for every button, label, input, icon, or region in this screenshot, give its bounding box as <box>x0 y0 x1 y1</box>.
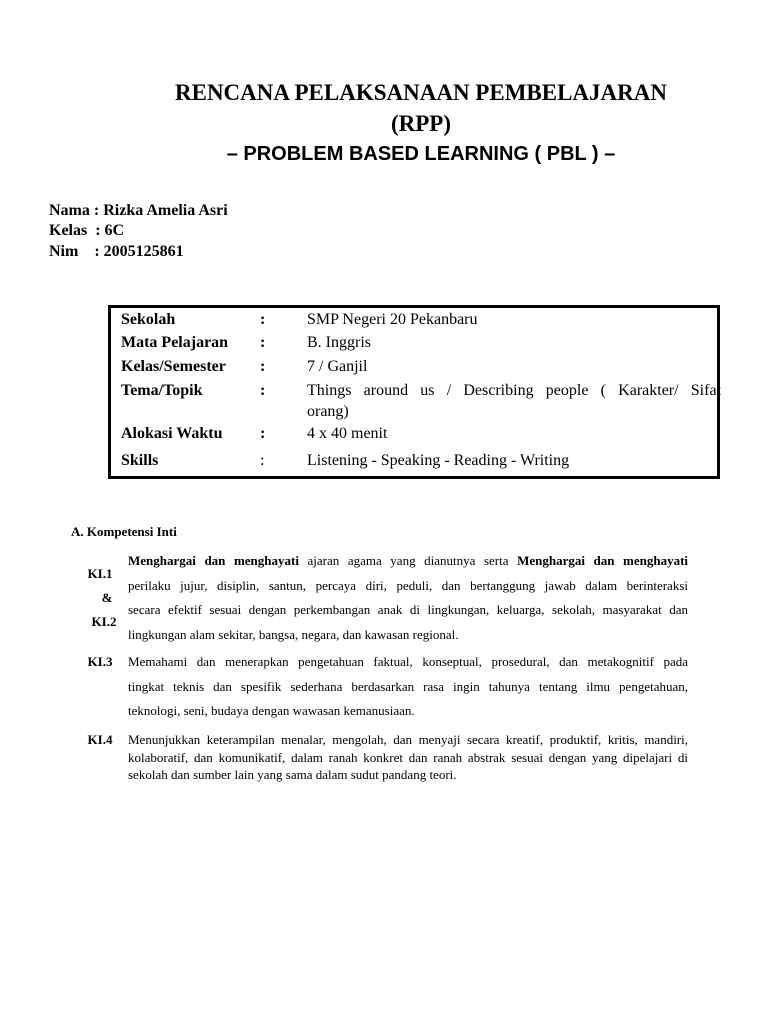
ki12-bold-phrase: Menghargai dan menghayati <box>128 553 299 568</box>
ki-code: KI.1 <box>87 566 113 581</box>
document-title: RENCANA PELAKSANAAN PEMBELAJARAN <box>175 80 667 105</box>
student-name: Nama : Rizka Amelia Asri <box>49 202 228 219</box>
info-value-line: Things around us / Describing people ( Karakter/ Sifat <box>307 382 721 399</box>
ki4-line: Menunjukkan keterampilan menalar, mengolah, dan menyaji secara kreatif, produktif, kritis, mandiri, <box>128 732 688 747</box>
info-value: Listening - Speaking - Reading - Writing <box>307 452 570 469</box>
ki12-mid-text: ajaran agama yang dianutnya serta <box>298 553 518 568</box>
ki12-text <box>128 549 688 647</box>
info-colon: : <box>260 382 266 399</box>
info-value: SMP Negeri 20 Pekanbaru <box>307 311 478 328</box>
section-heading-kompetensi-inti: A. Kompetensi Inti <box>71 524 177 539</box>
ki12-line: lingkungan alam sekitar, bangsa, negara, dan kawasan regional. <box>128 626 459 642</box>
student-nim: Nim : 2005125861 <box>49 243 184 260</box>
ki-code: KI.3 <box>87 654 113 669</box>
info-value <box>307 380 721 422</box>
info-colon: : <box>260 425 266 442</box>
ki12-line: secara efektif sesuai dengan perkembangan anak di lingkungan, keluarga, sekolah, masyarakat dan <box>128 602 688 617</box>
info-value: 7 / Ganjil <box>307 358 368 375</box>
info-label: Tema/Topik <box>121 382 203 399</box>
info-value-line: orang) <box>307 403 349 420</box>
document-subtitle: – PROBLEM BASED LEARNING ( PBL ) – <box>226 143 616 165</box>
ki-code: KI.2 <box>91 614 117 629</box>
ki3-text <box>128 650 688 724</box>
ki-code: KI.4 <box>87 732 113 747</box>
lesson-info-table <box>108 305 720 479</box>
info-value: B. Inggris <box>307 334 371 351</box>
ki12-first-line <box>128 549 688 574</box>
info-colon: : <box>260 452 265 469</box>
info-label: Kelas/Semester <box>121 358 226 375</box>
ki-code-ampersand: & <box>101 590 113 605</box>
info-colon: : <box>260 358 266 375</box>
ki4-line: sekolah dan sumber lain yang sama dalam sudut pandang teori. <box>128 767 457 782</box>
info-value: 4 x 40 menit <box>307 425 388 442</box>
ki4-line: kolaboratif, dan komunikatif, dalam ranah konkret dan ranah abstrak sesuai dengan yang dipelajari di <box>128 749 688 765</box>
ki12-bold-phrase: Menghargai dan menghayati <box>517 553 689 568</box>
info-colon: : <box>260 334 266 351</box>
info-label: Skills <box>121 452 159 469</box>
ki3-line: tingkat teknis dan spesifik sederhana berdasarkan rasa ingin tahunya tentang ilmu pengetahuan, <box>128 678 688 694</box>
info-label: Mata Pelajaran <box>121 334 229 351</box>
document-title-abbreviation: (RPP) <box>390 111 452 136</box>
ki3-line: teknologi, seni, budaya dengan wawasan kemanusiaan. <box>128 703 415 718</box>
ki12-line: perilaku jujur, disiplin, santun, percaya diri, peduli, dan bertanggung jawab dalam berinteraksi <box>128 577 688 593</box>
info-label: Alokasi Waktu <box>121 425 223 442</box>
ki3-line: Memahami dan menerapkan pengetahuan faktual, konseptual, prosedural, dan metakognitif pada <box>128 654 688 669</box>
info-colon: : <box>260 311 266 328</box>
info-label: Sekolah <box>121 311 176 328</box>
student-class: Kelas : 6C <box>49 222 125 239</box>
ki4-text <box>128 731 688 784</box>
